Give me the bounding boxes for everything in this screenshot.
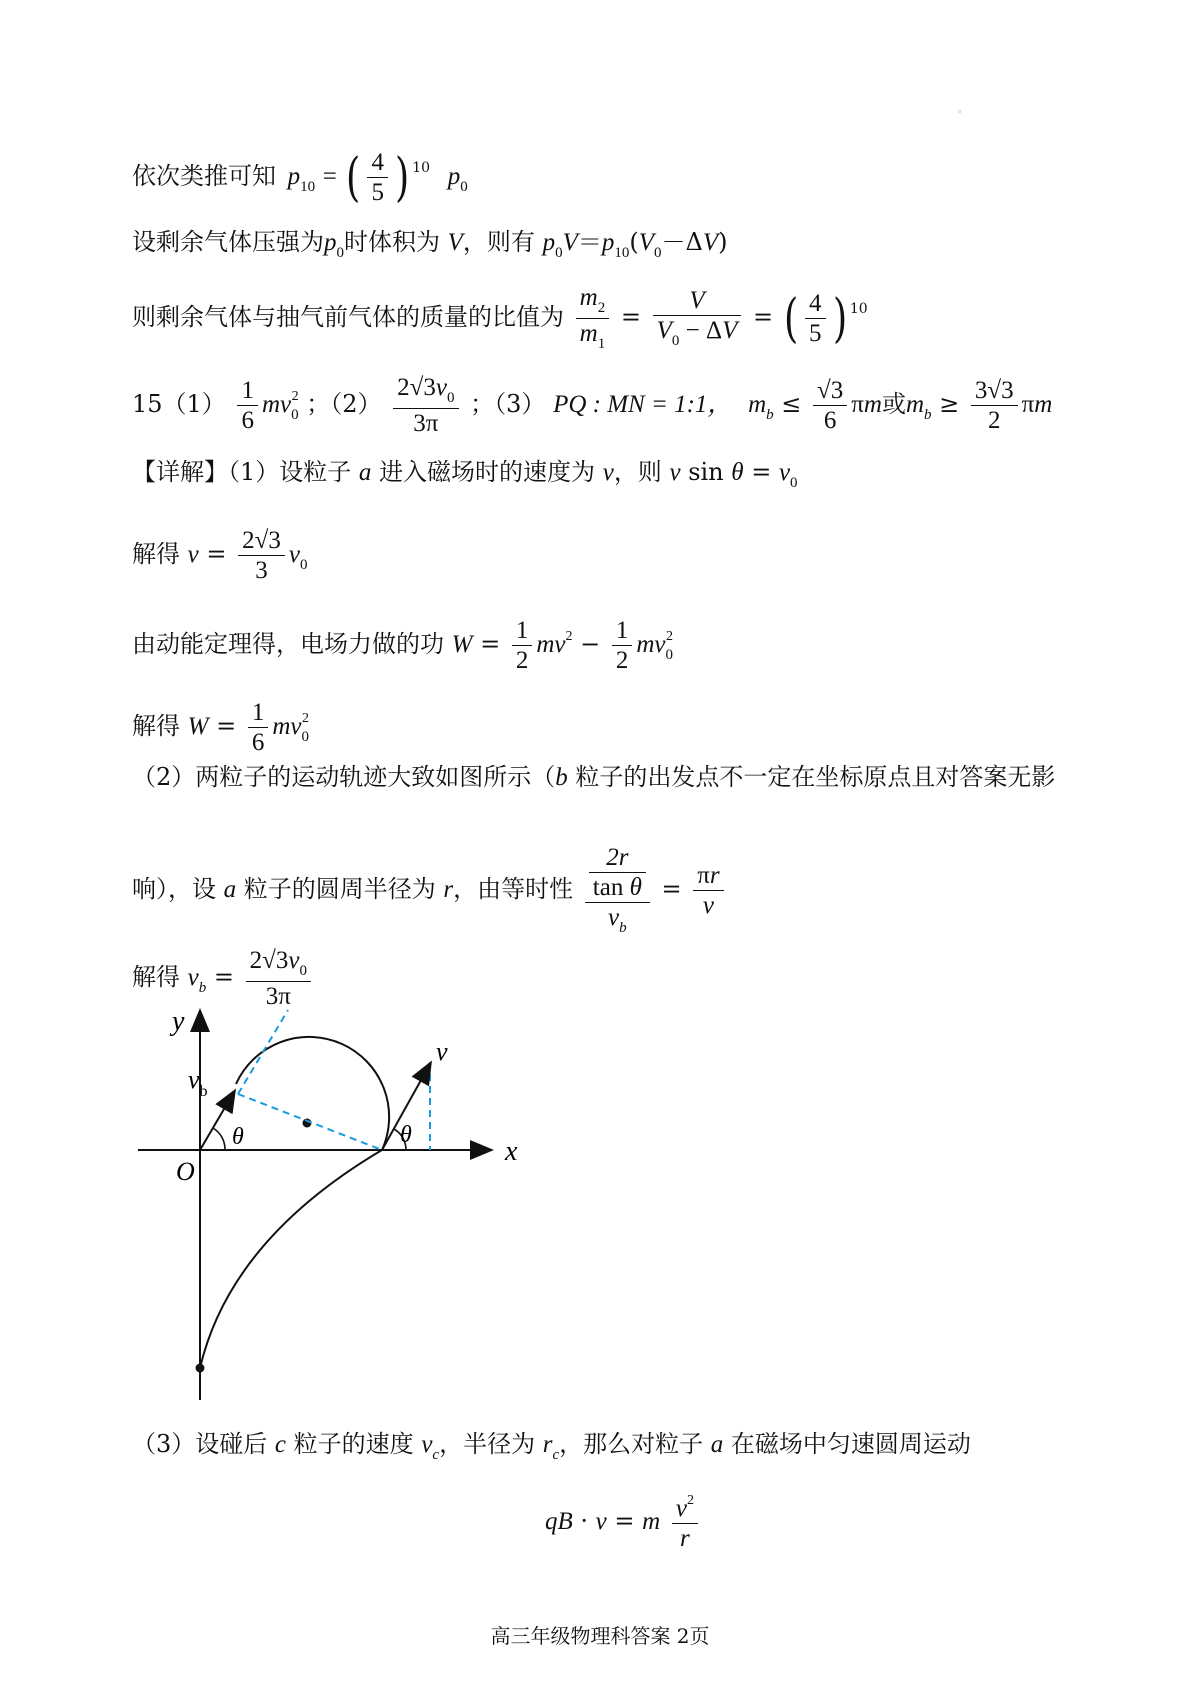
detail-label: 【详解】（1）设粒子 (132, 458, 352, 486)
p2-cont: 响），设 (132, 875, 216, 903)
q15-sep2: ；（2） (306, 390, 382, 418)
tangent-dashed-line (238, 1010, 288, 1094)
vb-arrow (200, 1092, 234, 1150)
theta-right-label: θ (400, 1122, 412, 1148)
frac-4-5: $\frac{4}{5}$ (367, 150, 388, 205)
theta-left-label: θ (232, 1124, 244, 1150)
page-footer: 高三年级物理科答案 2页 (490, 1624, 710, 1648)
line-detail-1: 【详解】（1）设粒子 a 进入磁场时的速度为 v，则 v $\sin \theta = v_0$ (132, 458, 798, 491)
line-mass-ratio: 则剩余气体与抽气前气体的质量的比值为 $\frac{m_2}{m_1}$ = $\frac{V}{V_0 - \Delta V}$ = ( $\frac{4}{5}$ ) $^{10}$ (132, 284, 868, 352)
p3-mid2: ，半径为 (439, 1430, 536, 1458)
q15-sep3: ；（3） (470, 390, 546, 418)
p2-cont-end: ，由等时性 (453, 875, 574, 903)
text-l2: 设剩余气体压强为 (132, 228, 324, 256)
line-solve-w: 解得 W = $\frac{1}{6}$ $mv_0^2$ (132, 699, 309, 756)
p3-end: 在磁场中匀速圆周运动 (730, 1430, 971, 1458)
frac-v-v0: $\frac{V}{V_0 - \Delta V}$ (653, 288, 742, 349)
line-part2: （2）两粒子的运动轨迹大致如图所示（b 粒子的出发点不一定在坐标原点且对答案无影 (132, 763, 1056, 791)
p2-text-b: 粒子的出发点不一定在坐标原点且对答案无影 (575, 763, 1056, 791)
solve-vb-label: 解得 (132, 963, 180, 991)
line-q15-answers: 15（1） $\frac{1}{6}$ $mv_0^2$ ；（2） $\frac{2√3v_0}{3\pi}$ ；（3） PQ : MN = 1:1， $m_b$ ≤ $\frac{√3}{6}$ πm或$m_b$ ≥ $\frac{3√3}{2}$ πm (132, 374, 1053, 437)
text-l1: 依次类推可知 (132, 162, 276, 190)
line-volume: 设剩余气体压强为$p_0$时体积为 V，则有 $p_0V=p_{10}(V_0-\Delta V)$ (132, 228, 728, 261)
frac-equal-time: $\frac{\frac{2r}{\text{tan θ}}}{v_b}$ (585, 845, 650, 936)
text-l2-end: ，则有 (462, 228, 535, 256)
solve-v-label: 解得 (132, 540, 180, 568)
vb-label: $v_b$ (188, 1065, 208, 1100)
theta-arc-left (213, 1128, 225, 1150)
origin-label: O (176, 1157, 195, 1186)
line-part3: （3）设碰后 c 粒子的速度 $v_c$，半径为 $r_c$，那么对粒子 a 在磁场中匀速圆周运动 (132, 1430, 971, 1463)
p3-mid3: ，那么对粒子 (559, 1430, 704, 1458)
y-axis-label: y (172, 1006, 185, 1037)
b-start-point (196, 1364, 205, 1373)
line-solve-v: 解得 v = $\frac{2√3}{3}$ $v_0$ (132, 527, 308, 584)
p3-text: （3）设碰后 (132, 1430, 268, 1458)
q15-ratio: PQ : MN = 1:1， (553, 391, 733, 418)
line-lorentz-equation: qB · v = m $\frac{v^2}{r}$ (545, 1494, 702, 1551)
detail-mid: 进入磁场时的速度为 (379, 458, 596, 486)
q15-label: 15（1） (132, 390, 226, 418)
line-energy: 由动能定理得，电场力做的功 W = $\frac{1}{2}$ $mv^2$ − $\frac{1}{2}$ $mv_0^2$ (132, 617, 674, 674)
line-solve-vb: 解得 $v_b$ = $\frac{2√3v_0}{3\pi}$ (132, 948, 315, 1009)
p3-mid1: 粒子的速度 (293, 1430, 414, 1458)
frac-m2-m1: $\frac{m_2}{m_1}$ (576, 285, 610, 352)
text-l2-mid: 时体积为 (344, 228, 440, 256)
b-trajectory (200, 1150, 382, 1368)
solve-w-label: 解得 (132, 712, 180, 740)
trajectory-figure (130, 1000, 550, 1420)
text-l3: 则剩余气体与抽气前气体的质量的比值为 (132, 303, 564, 331)
p2-cont-mid: 粒子的圆周半径为 (243, 875, 436, 903)
energy-text: 由动能定理得，电场力做的功 (132, 630, 444, 658)
corner-mark: 。 (958, 104, 968, 115)
detail-end: ，则 (613, 458, 662, 486)
q15-or: 或 (881, 390, 906, 418)
circle-trajectory (236, 1037, 389, 1150)
line-p10: 依次类推可知 $p_{10}$ = ( $\frac{4}{5}$ ) $^{10}$ $p_0$ (132, 147, 468, 208)
x-axis-label: x (505, 1136, 518, 1167)
radius-dashed-line (238, 1094, 382, 1150)
p2-text: （2）两粒子的运动轨迹大致如图所示（ (132, 763, 556, 791)
v-label: v (436, 1037, 448, 1066)
line-part2-cont: 响），设 a 粒子的圆周半径为 r，由等时性 $\frac{\frac{2r}{\text{tan θ}}}{v_b}$ = $\frac{\pi r}{v}$ (132, 845, 728, 936)
